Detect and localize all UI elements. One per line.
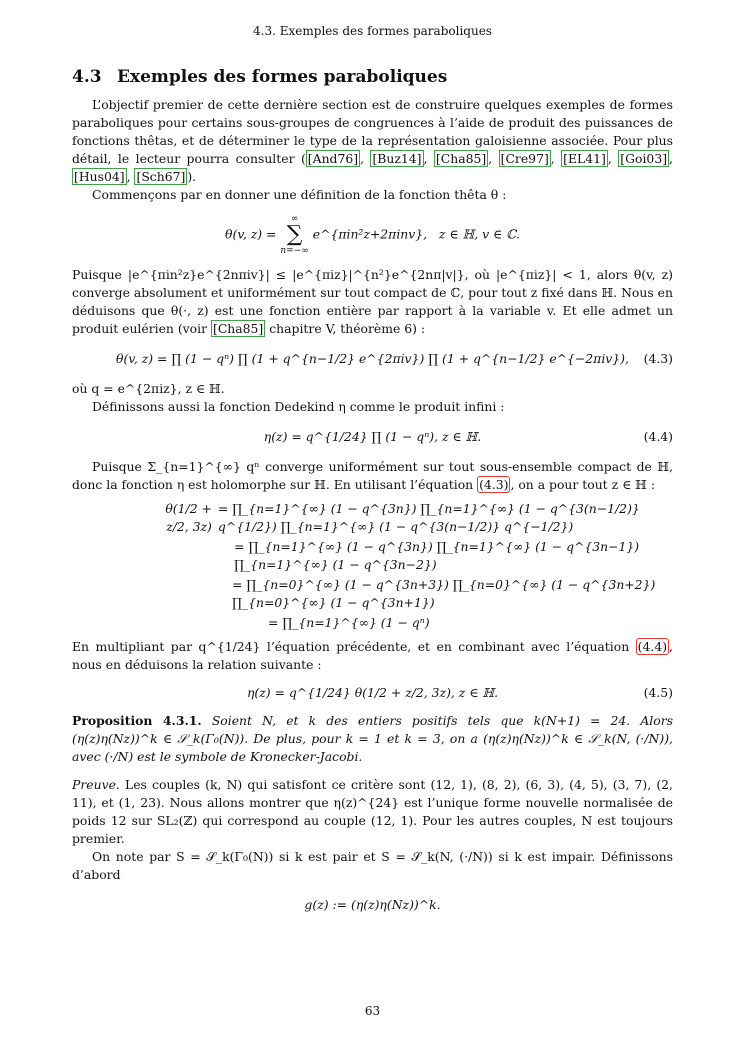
page-body	[72, 68, 673, 926]
citation-link[interactable]: [Cha85]	[435, 151, 487, 166]
theta-condition: z ∈ ℍ, v ∈ ℂ.	[438, 226, 520, 242]
equation-4-5-tag: (4.5)	[643, 685, 673, 700]
derivation-step: = ∏_{n=1}^{∞} (1 − qⁿ)	[268, 615, 430, 630]
citation-link[interactable]: [Sch67]	[136, 169, 186, 184]
proof-label: Preuve.	[72, 777, 120, 792]
convergence-end: chapitre V, théorème 6) :	[265, 321, 426, 336]
proposition-label: Proposition 4.3.1.	[72, 713, 202, 728]
multiply-text: En multipliant par q^{1/24} l’équation précédente, et en combinant avec l’équation	[72, 639, 636, 654]
equation-4-4-tag: (4.4)	[643, 429, 673, 444]
derivation-lhs: θ(1/2 + z/2, 3z)	[165, 501, 212, 534]
derivation-step: = ∏_{n=1}^{∞} (1 − q^{3n}) ∏_{n=1}^{∞} (1 − q^{3(n−1/2)} q^{1/2}) ∏_{n=1}^{∞} (1 − q^{3(n−1/2)} q^{−1/2})	[217, 501, 640, 534]
equation-theta-definition	[72, 214, 673, 256]
proof-text: Les couples (k, N) qui satisfont ce critère sont (12, 1), (8, 2), (6, 3), (4, 5), (3, 7), (2, 11), et (1, 23). Nous allons montrer que η(z)^{24} est l’unique forme nouvelle normalisée de poids 12 sur SL₂(ℤ) qui correspond au couple (12, 1). Pour les autres couples, N est toujours premier.	[72, 777, 673, 846]
citation-link[interactable]: [Goi03]	[620, 151, 668, 166]
multiply-end: , nous en déduisons la relation suivante :	[72, 639, 673, 672]
page-number: 63	[364, 1004, 381, 1018]
equation-4-5-body: η(z) = q^{1/24} θ(1/2 + z/2, 3z), z ∈ ℍ.	[246, 685, 499, 700]
derivation-row	[142, 576, 673, 612]
citation-link[interactable]: [Buz14]	[372, 151, 422, 166]
paragraph-holomorphic	[72, 458, 673, 494]
paragraph-multiply	[72, 638, 673, 674]
derivation-row	[142, 500, 673, 536]
sum-operator: ∞ ∑ n=−∞	[280, 214, 309, 256]
citation-link[interactable]: [Cre97]	[500, 151, 549, 166]
holomorphic-text: Puisque Σ_{n=1}^{∞} qⁿ converge uniformément sur tout sous-ensemble compact de ℍ, donc la fonction η est holomorphe sur ℍ. En utilisant l’équation	[72, 459, 673, 492]
citation-link[interactable]: [And76]	[307, 151, 359, 166]
equation-g-def: g(z) := (η(z)η(Nz))^k.	[304, 897, 441, 912]
section-number: 4.3	[72, 67, 102, 87]
proposition-4-3-1	[72, 712, 673, 766]
paragraph-dedekind: Définissons aussi la fonction Dedekind η comme le produit infini :	[92, 399, 505, 414]
citation-link[interactable]: [EL41]	[563, 151, 606, 166]
citation-link[interactable]: [Hus04]	[74, 169, 125, 184]
equation-4-3-tag: (4.3)	[643, 351, 673, 366]
aligned-derivation	[142, 500, 673, 632]
paragraph-intro: L’objectif premier de cette dernière section est de construire quelques exemples de formes paraboliques pour certains sous-groupes de congruences à l’aide de produit des puissances de fonctions thêtas, et de déterminer le type de la représentation galoisienne associée. Pour plus détail, le lecteur pourra consulter ( [And76] , [Buz14] , [Cha85] , [Cre97] , [EL41] , [Goi03] , [Hus04] , [Sch67] ).	[72, 97, 673, 184]
section-title: Exemples des formes paraboliques	[117, 67, 448, 87]
sum-lower-limit: n=−∞	[280, 246, 309, 256]
holomorphic-end: , on a pour tout z ∈ ℍ :	[510, 477, 656, 492]
convergence-text: Puisque |e^{πin²z}e^{2nπiv}| ≤ |e^{πiz}|^{n²}e^{2nπ|v|}, où |e^{πiz}| < 1, alors θ(v, z) converge absolument et uniformément sur tout compact de ℂ, pour tout z fixé dans ℍ. Nous en déduisons que θ(·, z) est une fonction entière par rapport à la variable v. Et elle admet un produit eulérien (voir	[72, 267, 673, 336]
derivation-step: = ∏_{n=1}^{∞} (1 − q^{3n}) ∏_{n=1}^{∞} (1 − q^{3n−1}) ∏_{n=1}^{∞} (1 − q^{3n−2})	[234, 539, 640, 572]
intro-text: L’objectif premier de cette dernière section est de construire quelques exemples de formes paraboliques pour certains sous-groupes de congruences à l’aide de produit des puissances de fonctions thêtas, et de déterminer le type de la représentation galoisienne associée. Pour plus détail, le lecteur pourra consulter (	[72, 97, 673, 166]
section-heading	[72, 68, 673, 86]
equation-4-4	[72, 428, 673, 446]
paragraph-notation: On note par S = 𝒮_k(Γ₀(N)) si k est pair et S = 𝒮_k(N, (·/N)) si k est impair. Définissons d’abord	[72, 849, 673, 882]
equation-reference-link[interactable]: (4.3)	[479, 477, 509, 492]
equation-4-4-body: η(z) = q^{1/24} ∏ (1 − qⁿ), z ∈ ℍ.	[263, 429, 482, 444]
paragraph-convergence	[72, 266, 673, 338]
intro-end: ).	[187, 169, 197, 184]
equation-4-5	[72, 684, 673, 702]
derivation-row	[142, 538, 673, 574]
citation-link[interactable]: [Cha85]	[212, 321, 264, 336]
proposition-text: Soient N, et k des entiers positifs tels que k(N+1) = 24. Alors (η(z)η(Nz))^k ∈ 𝒮_k(Γ₀(N)). De plus, pour k = 1 et k = 3, on a (η(z)η(Nz))^k ∈ 𝒮_k(N, (·/N)), avec (·/N) est le symbole de Kronecker-Jacobi.	[72, 713, 673, 764]
sum-upper-limit: ∞	[290, 214, 299, 224]
equation-4-3	[72, 350, 673, 368]
theta-lhs: θ(v, z) =	[225, 226, 277, 242]
paragraph-theta-intro: Commençons par en donner une définition de la fonction thêta θ :	[92, 187, 507, 202]
theta-summand: e^{πin²z+2πinv},	[312, 226, 428, 242]
equation-reference-link[interactable]: (4.4)	[637, 639, 668, 654]
proof	[72, 776, 673, 848]
derivation-row	[142, 614, 673, 632]
equation-4-3-body: θ(v, z) = ∏ (1 − qⁿ) ∏ (1 + q^{n−1/2} e^{2πiv}) ∏ (1 + q^{n−1/2} e^{−2πiv}),	[116, 351, 629, 366]
paragraph-q-def: où q = e^{2πiz}, z ∈ ℍ.	[72, 381, 225, 396]
running-head: 4.3. Exemples des formes paraboliques	[253, 24, 492, 38]
derivation-step: = ∏_{n=0}^{∞} (1 − q^{3n+3}) ∏_{n=0}^{∞} (1 − q^{3n+2}) ∏_{n=0}^{∞} (1 − q^{3n+1})	[232, 577, 656, 610]
